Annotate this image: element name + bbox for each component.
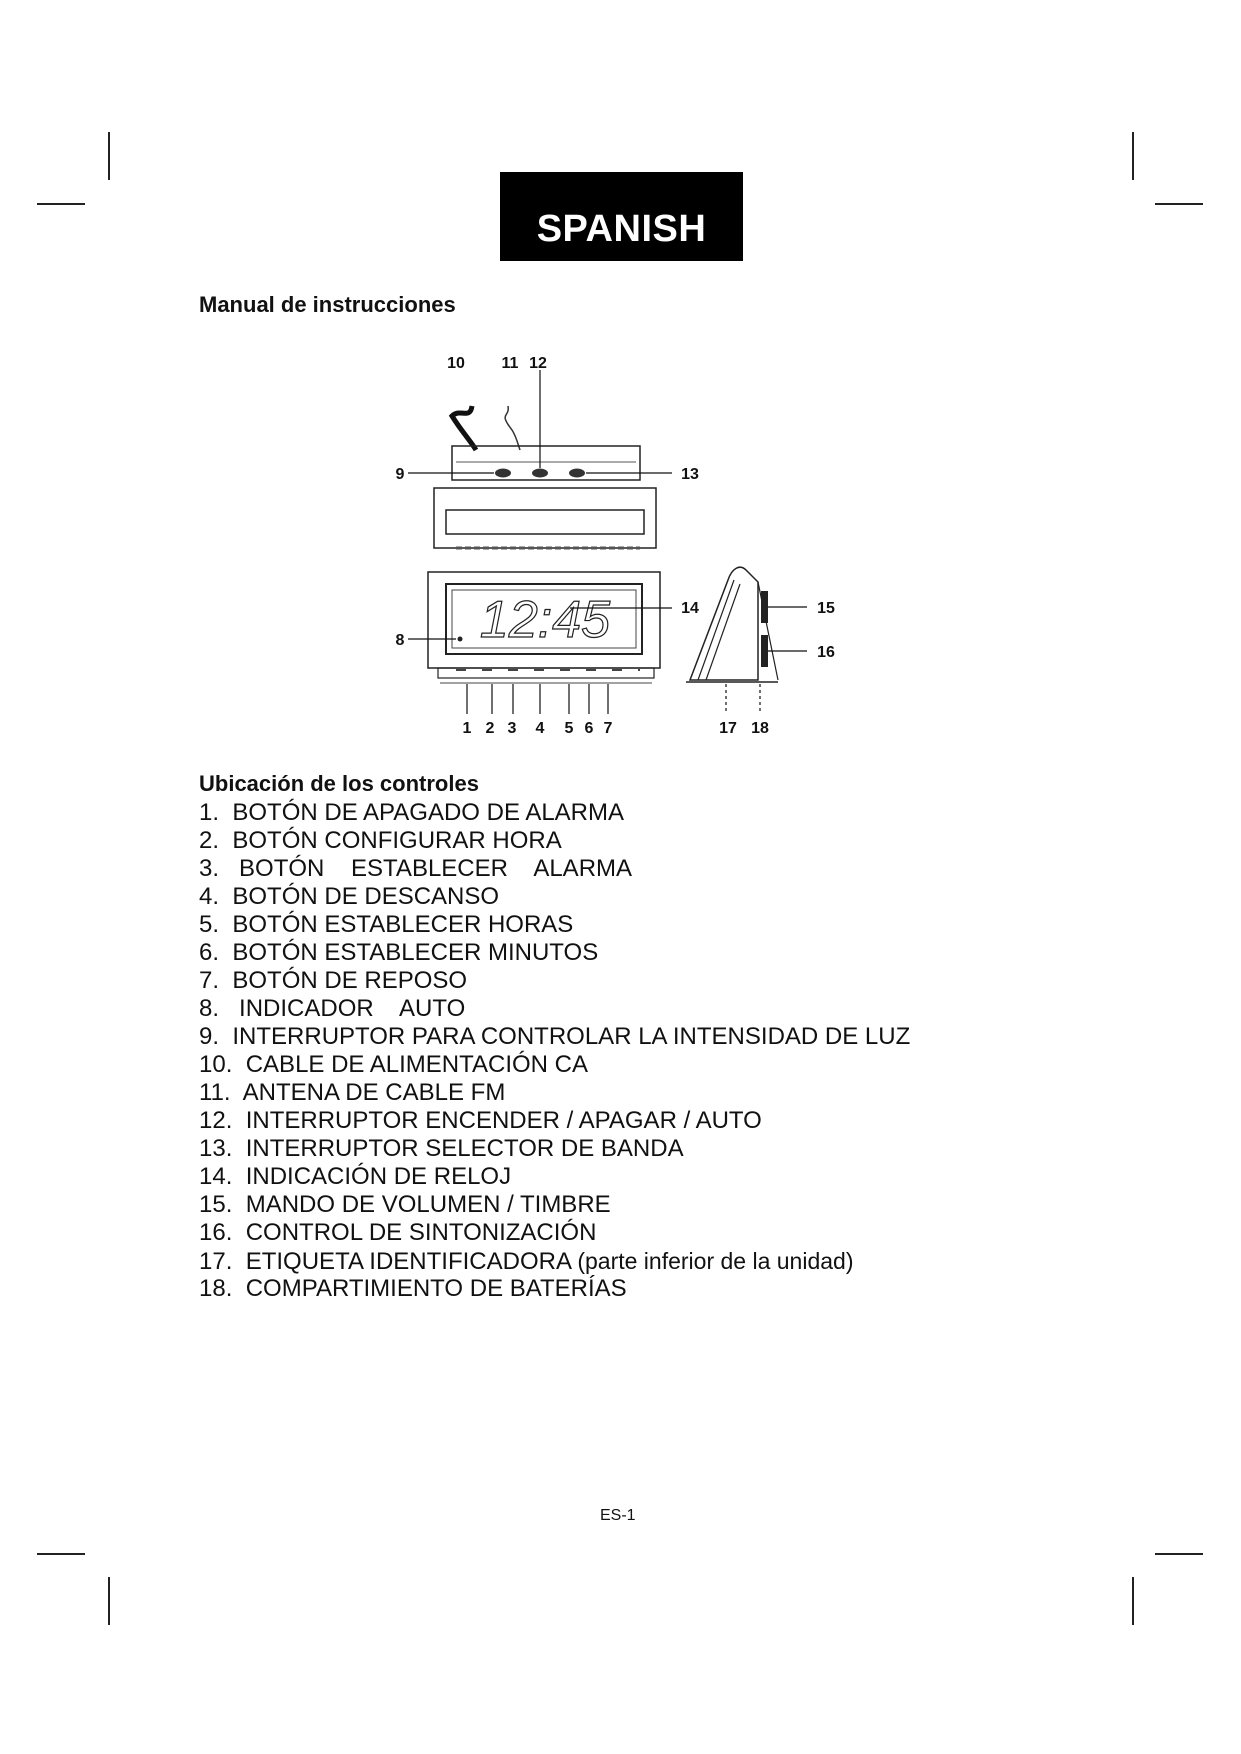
callout-5: 5 [564, 720, 574, 737]
list-item: 7. BOTÓN DE REPOSO [199, 967, 468, 994]
clock-side-view [690, 567, 758, 680]
list-item: 16. CONTROL DE SINTONIZACIÓN [199, 1219, 597, 1246]
list-item: 5. BOTÓN ESTABLECER HORAS [199, 911, 574, 938]
list-item: 17. ETIQUETA IDENTIFICADORA (parte inferior de la unidad) [199, 1248, 854, 1275]
callout-8: 8 [395, 632, 405, 649]
callout-10: 10 [447, 355, 465, 372]
crop-mark-top-left-horizontal [37, 203, 85, 205]
list-item: 4. BOTÓN DE DESCANSO [199, 883, 500, 910]
volume-knob [761, 591, 768, 623]
tuning-knob [761, 635, 768, 667]
list-item: 10. CABLE DE ALIMENTACIÓN CA [199, 1051, 589, 1078]
callout-9: 9 [395, 466, 405, 483]
power-cable [452, 406, 476, 450]
callout-4: 4 [535, 720, 545, 737]
crop-mark-top-right-horizontal [1155, 203, 1203, 205]
clock-diagram [390, 350, 860, 740]
display-time: 12:45 [479, 591, 611, 649]
crop-mark-bottom-right-vertical [1132, 1577, 1134, 1625]
list-item: 14. INDICACIÓN DE RELOJ [199, 1163, 512, 1190]
callout-18: 18 [751, 720, 769, 737]
callout-13: 13 [681, 466, 699, 483]
crop-mark-bottom-left-horizontal [37, 1553, 85, 1555]
callout-15: 15 [817, 600, 835, 617]
power-switch [532, 469, 548, 478]
callout-7: 7 [603, 720, 613, 737]
callout-3: 3 [507, 720, 517, 737]
callout-16: 16 [817, 644, 835, 661]
callout-12: 12 [529, 355, 547, 372]
list-item: 6. BOTÓN ESTABLECER MINUTOS [199, 939, 599, 966]
language-banner: SPANISH [500, 172, 743, 261]
callout-6: 6 [584, 720, 594, 737]
controls-list [199, 799, 910, 1303]
crop-mark-bottom-right-horizontal [1155, 1553, 1203, 1555]
callout-2: 2 [485, 720, 495, 737]
crop-mark-top-left-vertical [108, 132, 110, 180]
crop-mark-bottom-left-vertical [108, 1577, 110, 1625]
list-item: 18. COMPARTIMIENTO DE BATERÍAS [199, 1275, 627, 1302]
controls-heading: Ubicación de los controles [199, 771, 479, 796]
list-item: 13. INTERRUPTOR SELECTOR DE BANDA [199, 1135, 684, 1162]
list-item: 3. BOTÓN ESTABLECER ALARMA [199, 855, 633, 882]
fm-antenna [505, 406, 520, 450]
list-item: 11. ANTENA DE CABLE FM [199, 1079, 506, 1106]
list-item: 15. MANDO DE VOLUMEN / TIMBRE [199, 1191, 611, 1218]
callout-11: 11 [501, 355, 519, 372]
list-item: 9. INTERRUPTOR PARA CONTROLAR LA INTENSIDAD DE LUZ [199, 1023, 911, 1050]
page-number: ES-1 [600, 1507, 636, 1524]
crop-mark-top-right-vertical [1132, 132, 1134, 180]
band-switch [569, 469, 585, 478]
callout-1: 1 [462, 720, 472, 737]
list-item: 2. BOTÓN CONFIGURAR HORA [199, 827, 562, 854]
callout-14: 14 [681, 600, 699, 617]
dimmer-switch [495, 469, 511, 478]
manual-title: Manual de instrucciones [199, 292, 456, 317]
list-item: 1. BOTÓN DE APAGADO DE ALARMA [199, 799, 625, 826]
clock-middle-panel [434, 488, 656, 548]
auto-indicator [458, 637, 463, 642]
callout-17: 17 [719, 720, 737, 737]
list-item: 12. INTERRUPTOR ENCENDER / APAGAR / AUTO [199, 1107, 762, 1134]
list-item: 8. INDICADOR AUTO [199, 995, 466, 1022]
